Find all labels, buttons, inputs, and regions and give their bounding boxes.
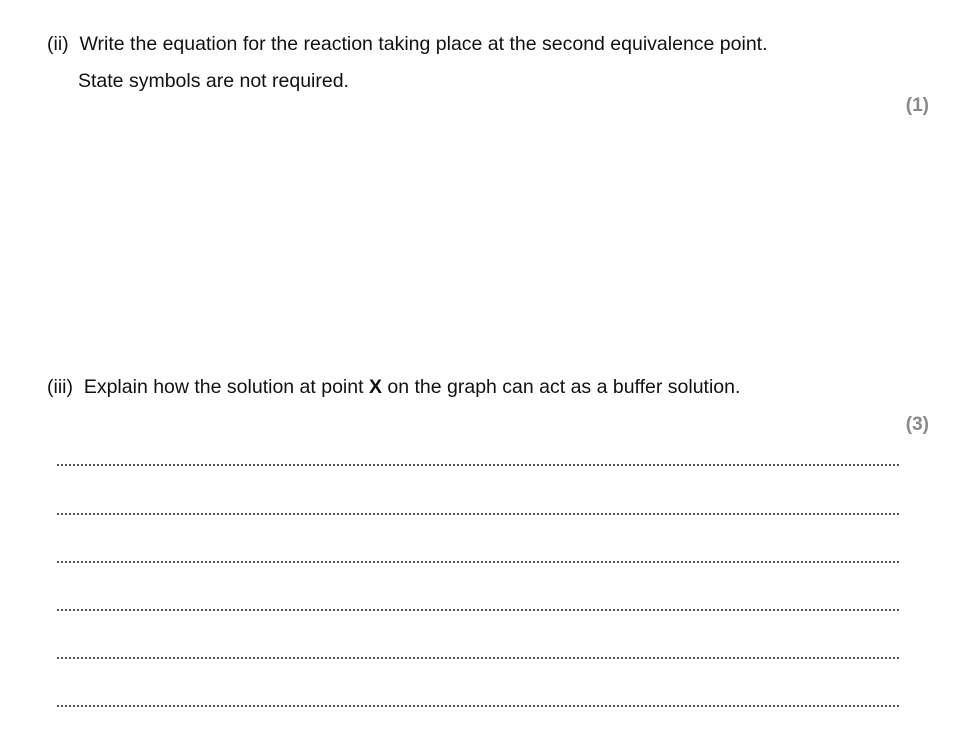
question-iii: [47, 375, 740, 399]
answer-line[interactable]: [57, 561, 899, 563]
answer-line[interactable]: [57, 464, 899, 466]
answer-line[interactable]: [57, 513, 899, 515]
question-iii-marks: (3): [905, 414, 929, 435]
answer-line[interactable]: [57, 657, 899, 659]
point-x-label: X: [368, 376, 382, 398]
question-ii-label: (ii): [47, 33, 69, 55]
question-iii-text-after: on the graph can act as a buffer solution.: [381, 376, 741, 398]
question-ii: [47, 32, 768, 56]
answer-line[interactable]: [57, 609, 899, 611]
answer-line[interactable]: [57, 705, 899, 707]
question-iii-label: (iii): [47, 376, 73, 398]
question-ii-subtext: State symbols are not required.: [78, 70, 349, 92]
question-ii-marks: (1): [905, 95, 929, 116]
question-iii-text-before: Explain how the solution at point: [83, 376, 369, 398]
question-ii-text: Write the equation for the reaction taking place at the second equivalence point.: [79, 33, 768, 55]
